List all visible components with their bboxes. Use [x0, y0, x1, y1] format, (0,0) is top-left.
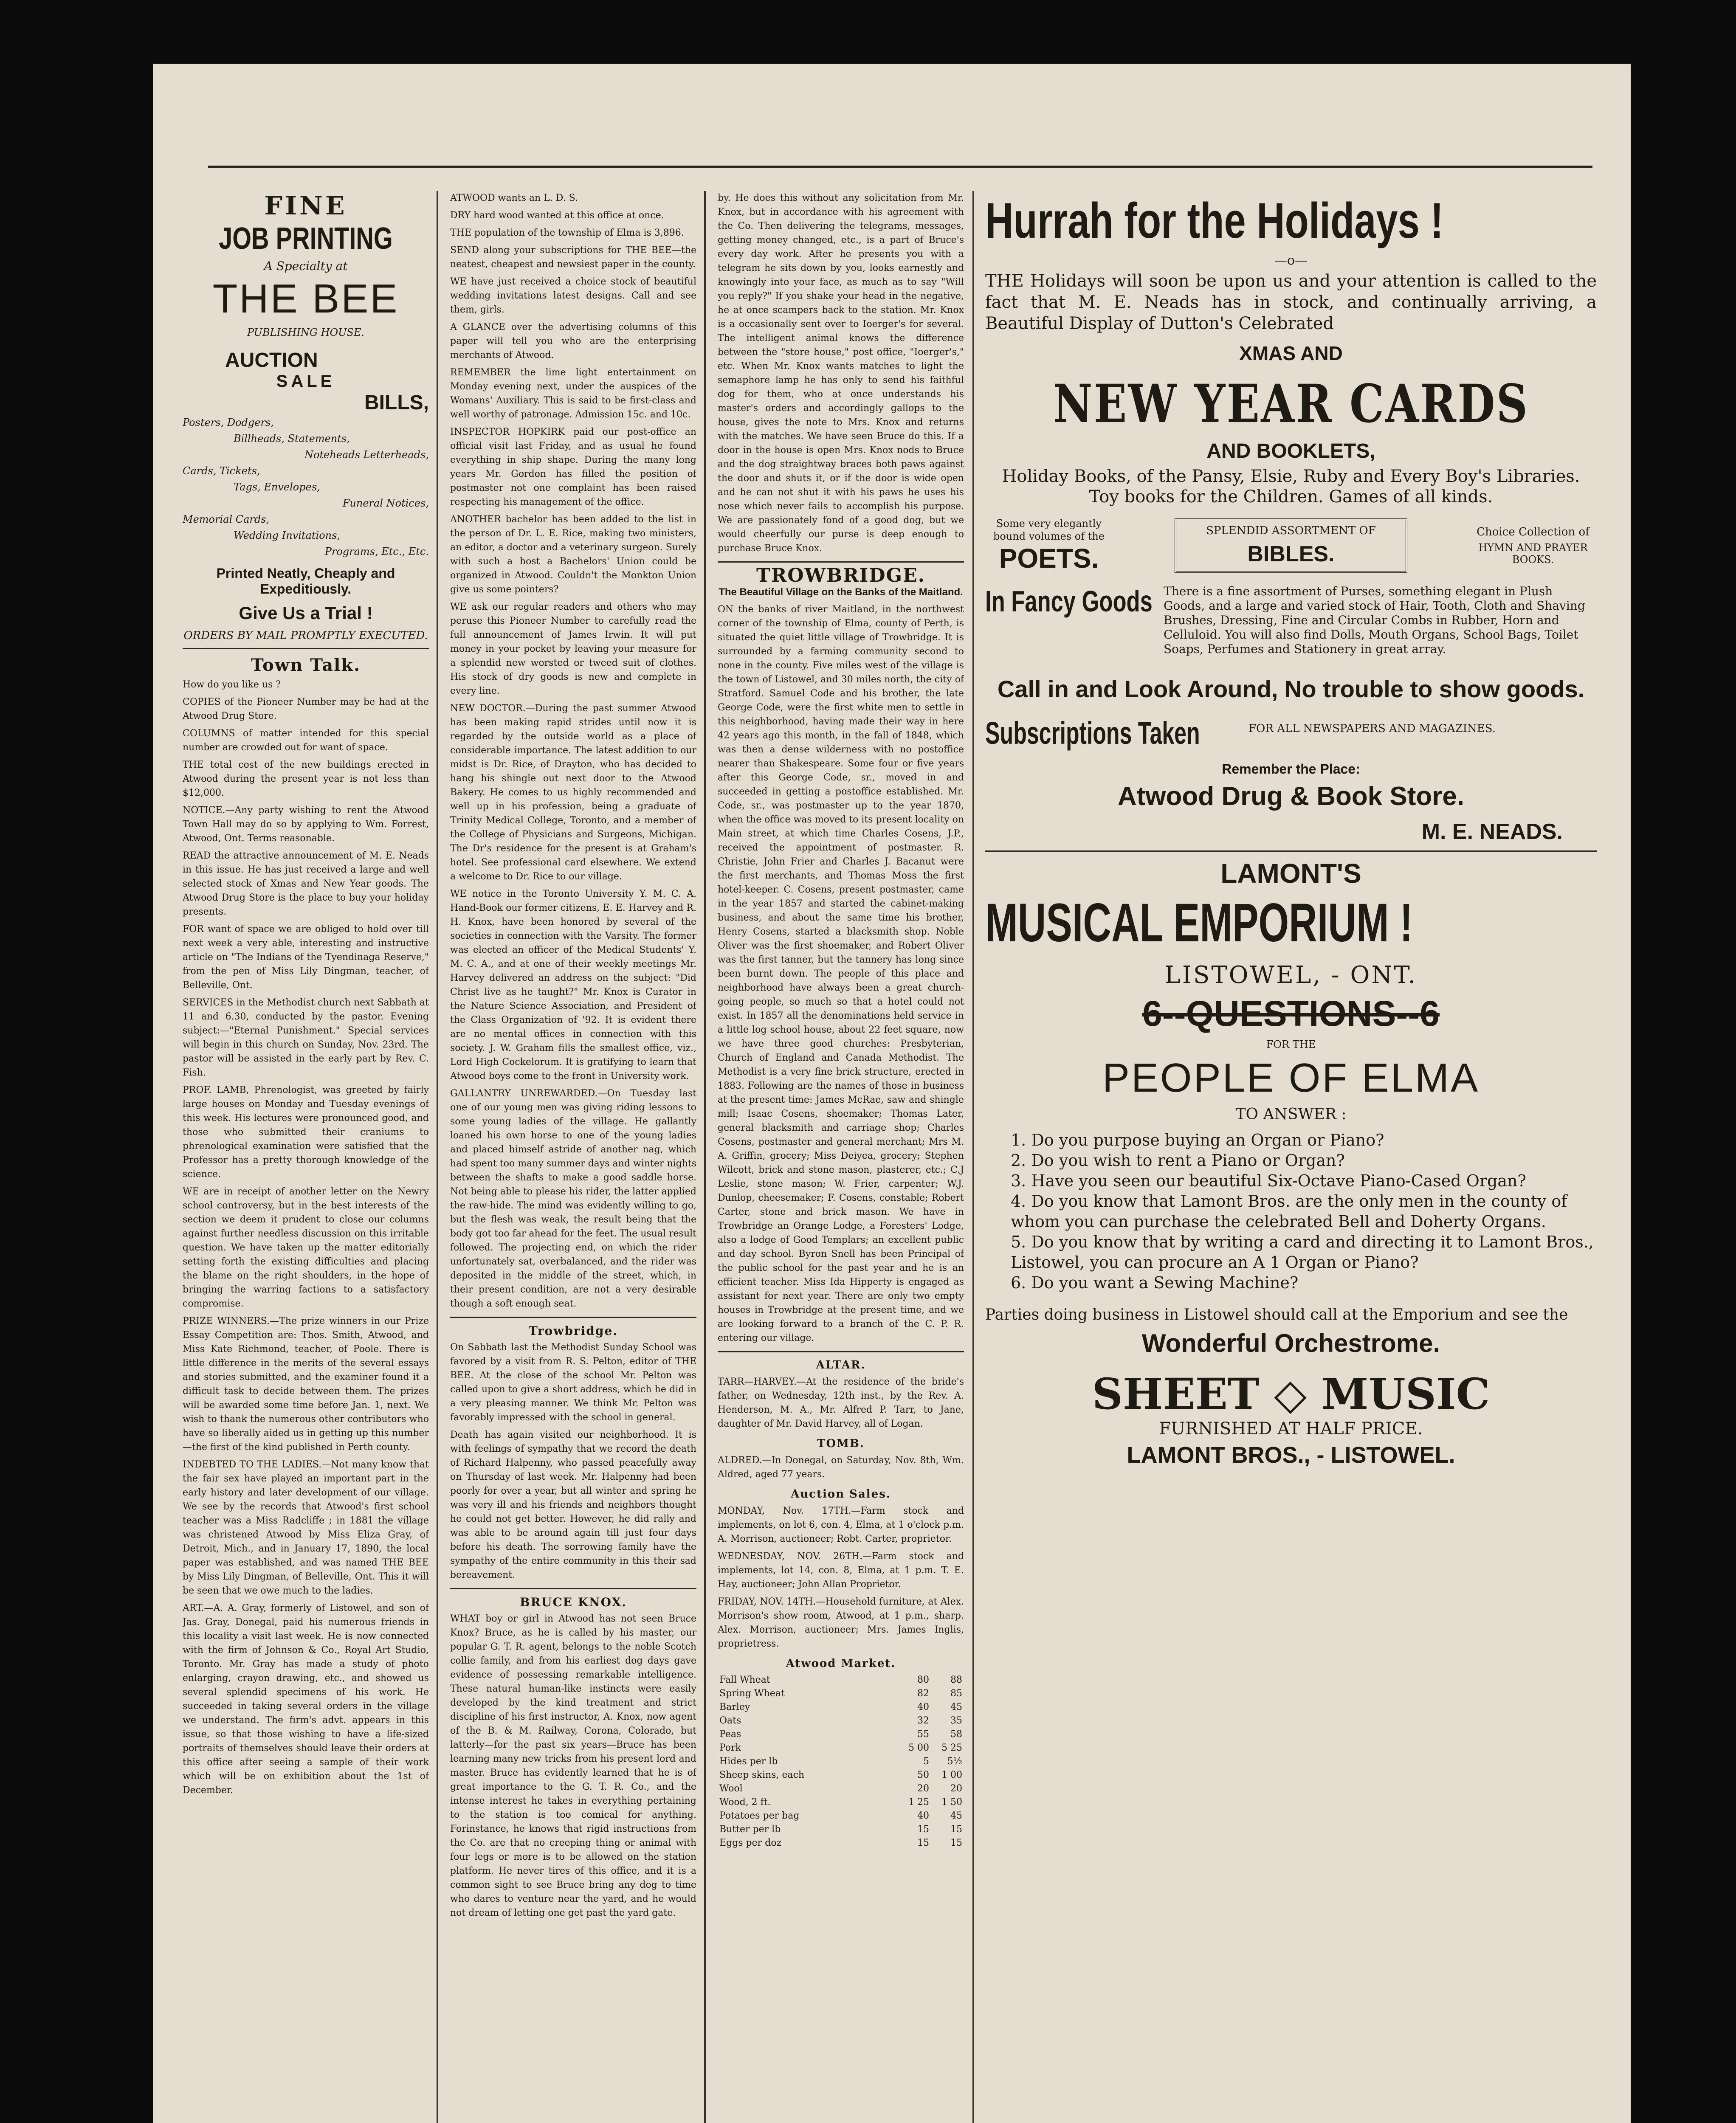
- news-item: Death has again visited our neighborhood. It is with feelings of sympathy that we record the death of Richard Halpenny, who passed peacefully away on Thursday of last week. Mr. Halpenny had been poorly for over a year, but all winter and spring he was very ill and his friends and neighbors thought he could not get better. However, he did rally and was able to be around again till just four days before his death. The sorrowing family have the sympathy of the entire community in this their sad bereavement.: [450, 1430, 696, 1580]
- column-4-advertisement: [985, 191, 1597, 2123]
- market-item: Barley: [719, 1702, 750, 1712]
- market-price: 5½: [947, 1756, 962, 1767]
- news-item: DRY hard wood wanted at this office at once.: [450, 210, 664, 221]
- questions-list: [1011, 1130, 1597, 1293]
- news-item: FOR want of space we are obliged to hold over till next week a very able, interesting and instructive article on "The Indians of the Tyendinaga Reserve," from the pen of Miss Lily Dingman, teacher, of Belleville, Ont.: [183, 924, 429, 991]
- news-item: SEND along your subscriptions for THE BEE—the neatest, cheapest and newsiest paper in the county.: [450, 245, 696, 270]
- market-price: 1 00: [941, 1770, 962, 1780]
- news-item: WE notice in the Toronto University Y. M. C. A. Hand-Book our former citizens, E. E. Harvey and R. H. Knox, have been honored by several of the societies in connection with the Varsity. The former was elected an officer of the Medical Students' Y. M. C. A., and at one of their weekly meetings Mr. Harvey delivered an address on the subject: "Did Christ live as he taught?" Mr. Knox is Curator in the Nature Science Association, and President of the Class Organization of '92. It is evident there are no mental offices in connection with this society. J. W. Graham fills the smallest office, viz., Lord High Cockelorum. It is gratifying to learn that Atwood boys come to the front in University work.: [450, 889, 696, 1081]
- news-item: WE are in receipt of another letter on the Newry school controversy, but in the best interests of the section we deem it prudent to close our columns against further needless discussion on this irritable question. We have taken up the matter editorially setting forth the existing difficulties and placing the blame on the right shoulders, in the hope of bringing the warring factions to a satisfactory compromise.: [183, 1186, 429, 1309]
- neads: M. E. NEADS.: [1421, 819, 1563, 844]
- market-item: Wool: [719, 1783, 743, 1794]
- market-item: Hides per lb: [719, 1756, 778, 1767]
- market-row: [718, 1796, 964, 1809]
- market-row: [718, 1836, 964, 1850]
- news-item: ANOTHER bachelor has been added to the list in the person of Dr. L. E. Rice, making two ministers, an editor, a doctor and a veterinary surgeon. Surely with such a host a Bachelors' Union could be organized in Atwood. Couldn't the Monkton Union give us some pointers?: [450, 514, 696, 595]
- sheet-music: SHEET ◇ MUSIC: [1092, 1369, 1490, 1419]
- market-table: [718, 1673, 964, 1850]
- market-item: Peas: [719, 1729, 741, 1740]
- news-item: ON the banks of river Maitland, in the northwest corner of the township of Elma, county of Perth, is situated the quiet little village of Trowbridge. It is surrounded by a farming community second to none in the county. Five miles west of the village is the town of Listowel, and 30 miles north, the city of Stratford. Samuel Code and his brother, the late George Code, were the first white men to settle in this neighborhood, having made their way in here 42 years ago this month, in the fall of 1848, which was then a dense wilderness with no postoffice nearer than Shakespeare. Some four or five years after this George Code, sr., moved in and succeeded in getting a postoffice established. Mr. Code, sr., was postmaster up to the year 1870, when the office was moved to its present locality on Main street, at which time Charles Cosens, J.P., received the appointment of postmaster. R. Christie, John Frier and Charles J. Bacanut were the first merchants, and Thomas Moss the first hotel-keeper. C. Cosens, present postmaster, came in the year 1857 and started the cabinet-making business, and about the same time his brother, Henry Cosens, started a blacksmith shop. Noble Oliver was the first shoemaker, and Robert Oliver was the first tanner, but the tannery has long since been burnt down. The people of this place and neighborhood have always been a great church-going people, so much so that a hotel could not exist. In 1857 all the denominations held service in a little log school house, about 22 feet square, now we have three good churches: Presbyterian, Church of England and Canada Methodist. The Methodist is a very fine brick structure, erected in 1883. Following are the names of those in business at the present time: James McRae, saw and shingle mill; Isaac Cosens, shoemaker; Thomas Later, general blacksmith and carriage shop; Charles Cosens, postmaster and general merchant; Mrs M. A. Griffin, grocery; Miss Deiyea, grocery; Stephen Wilcott, brick and stone mason, plasterer, etc.; C.J Leslie, stone mason; W. Frier, carpenter; W.J. Dunlop, cheesemaker; F. Cosens, constable; Robert Carter, stone and brick mason. We have in Trowbridge an Orange Lodge, a Foresters' Lodge, also a lodge of Good Templars; an excellent public and day school. Byron Snell has been Principal of the public school for the past year and he is an efficient teacher. Miss Ida Hipperty is engaged as assistant for next year. There are only two empty houses in Trowbridge at the present time, and we are looking forward to a branch of the C. P. R. entering our village.: [718, 604, 964, 1343]
- books-row: [985, 517, 1597, 574]
- market-row: [718, 1755, 964, 1768]
- market-price: 40: [917, 1810, 929, 1821]
- ad-line: Programs, Etc., Etc.: [324, 546, 429, 557]
- ad-line: Funeral Notices,: [342, 497, 429, 509]
- news-item: SERVICES in the Methodist church next Sabbath at 11 and 6.30, conducted by the pastor. Evening subject:—"Eternal Punishment." Special services will begin in this church on Sunday, Nov. 23rd. The pastor will be assisted in the early part by Rev. C. Fish.: [183, 997, 429, 1078]
- market-item: Eggs per doz: [719, 1838, 782, 1848]
- question: 3. Have you seen our beautiful Six-Octave Piano-Cased Organ?: [1011, 1171, 1526, 1190]
- xmas-and: XMAS AND: [1239, 342, 1343, 364]
- furnished: FURNISHED AT HALF PRICE.: [1159, 1419, 1423, 1439]
- market-price: 15: [950, 1838, 962, 1848]
- hymn-block: [1469, 526, 1597, 566]
- market-price: 1 50: [941, 1797, 962, 1808]
- market-row: [718, 1782, 964, 1796]
- market-item: Butter per lb: [719, 1824, 781, 1835]
- news-item: COPIES of the Pioneer Number may be had at the Atwood Drug Store.: [183, 697, 429, 721]
- to-answer: TO ANSWER :: [1235, 1106, 1347, 1123]
- news-item: GALLANTRY UNREWARDED.—On Tuesday last one of our young men was giving riding lessons to some young ladies of the village. He gallantly loaned his own horse to one of the young ladies and placed himself astride of another nag, which had spent too many summer days and winter nights between the shafts to make a good saddle horse. Not being able to please his rider, the latter applied the raw-hide. The mind was evidently willing to go, but the flesh was weak, the result being that the body got too far ahead for the feet. The usual result followed. The projecting end, on which the rider unfortunately sat, overbalanced, and the rider was deposited in the middle of the street, which, in their present condition, are not a very desirable though a soft enough seat.: [450, 1088, 696, 1309]
- market-price: 80: [917, 1675, 929, 1685]
- market-row: [718, 1714, 964, 1728]
- market-item: Spring Wheat: [719, 1688, 785, 1699]
- news-item: by. He does this without any solicitation from Mr. Knox, but in accordance with his agreement with the Co. Then delivering the telegrams, messages, getting money changed, etc., is a part of Bruce's every day work. After he presents you with a telegram he sits down by you, looks earnestly and knowingly into your face, as much as to say "Will you reply?" If you shake your head in the negative, he at once scampers back to the station. Mr. Knox is a occasionally sent over to Ioerger's for several. The intelligent animal knows the difference between the "store house," post office, "Ioerger's," etc. When Mr. Knox wants matches to light the semaphore lamp he has only to send his faithful dog for them, who at once understands his master's orders and accordingly gallops to the house, gives the note to Mrs. Knox and returns with the matches. We have seen Bruce do this. If a door in the house is open Mrs. Knox nods to Bruce and the dog straightway braces both paws against the door and shuts it, or if the door is wide open and he can not shut it with his paws he uses his nose which never fails to accomplish his purpose. We are passionately fond of a good dog, but we would cheerfully our purse is deep enough to purchase Bruce Knox.: [718, 193, 964, 554]
- divider: [718, 561, 964, 563]
- news-item: How do you like us ?: [183, 679, 281, 690]
- poets-pre: Some very elegantly bound volumes of the: [993, 518, 1105, 542]
- hymn: HYMN AND PRAYER BOOKS.: [1478, 542, 1588, 566]
- news-item: INSPECTOR HOPKIRK paid our post-office an official visit last Friday, and as usual he found everything in ship shape. During the many long years Mr. Gordon has filled the position of postmaster not one complaint has been raised respecting his management of the office.: [450, 427, 696, 507]
- masthead-rule: [208, 166, 1592, 168]
- subscriptions-row: [985, 715, 1597, 751]
- trowbridge-heading: TROWBRIDGE.: [756, 565, 925, 586]
- column-3: [718, 191, 964, 2123]
- fancy-goods: In Fancy Goods: [985, 585, 1153, 618]
- market-row: [718, 1741, 964, 1755]
- market-price: 85: [950, 1688, 962, 1699]
- and-booklets: AND BOOKLETS,: [1206, 440, 1375, 462]
- fancy-goods-row: [985, 584, 1597, 656]
- news-item: COLUMNS of matter intended for this special number are crowded out for want of space.: [183, 728, 429, 753]
- auction-sales-heading: Auction Sales.: [791, 1488, 891, 1501]
- market-heading: Atwood Market.: [786, 1657, 896, 1670]
- column-rule: [437, 191, 438, 2123]
- bruce-knox-heading: BRUCE KNOX.: [519, 1595, 627, 1609]
- market-item: Sheep skins, each: [719, 1770, 805, 1780]
- news-item: ART.—A. A. Gray, formerly of Listowel, and son of Jas. Gray, Donegal, paid his numerous friends in this locality a visit last week. He is now connected with the firm of Johnson & Co., Royal Art Studio, Toronto. Mr. Gray has made a study of photo enlarging, crayon drawing, etc., and showed us several splendid specimens of his work. He succeeded in taking several orders in the village we understand. The firm's advt. appears in this issue, so that those wishing to have a life-sized portraits of themselves should leave their orders at this office after seeing a sample of their work which will be on exhibition about the 1st of December.: [183, 1603, 429, 1796]
- ad-fine: FINE: [264, 191, 347, 221]
- market-price: 40: [917, 1702, 929, 1712]
- question: 1. Do you purpose buying an Organ or Piano?: [1011, 1131, 1384, 1149]
- bibles-box: [1175, 518, 1407, 573]
- market-price: 55: [917, 1729, 929, 1740]
- tomb-heading: TOMB.: [817, 1437, 865, 1450]
- news-item: MONDAY, Nov. 17TH.—Farm stock and implements, on lot 6, con. 4, Elma, at 1 o'clock p.m. A. Morrison, auctioneer; Robt. Carter, proprietor.: [718, 1506, 964, 1544]
- market-price: 88: [950, 1675, 962, 1685]
- altar-heading: ALTAR.: [816, 1359, 866, 1371]
- holidays-intro: THE Holidays will soon be upon us and your attention is called to the fact that M. E. Neads has in stock, and continually arriving, a Beautiful Display of Dutton's Celebrated: [985, 271, 1597, 333]
- lamont-bros: LAMONT BROS., - LISTOWEL.: [1127, 1442, 1455, 1468]
- question: 2. Do you wish to rent a Piano or Organ?: [1011, 1151, 1345, 1170]
- news-item: ATWOOD wants an L. D. S.: [450, 193, 578, 203]
- ad-auction: AUCTION: [225, 349, 318, 372]
- market-price: 5 25: [941, 1743, 962, 1753]
- divider: [718, 1351, 964, 1352]
- news-item: WE ask our regular readers and others who may peruse this Pioneer Number to carefully read the full announcement of James Irwin. It will put money in your pocket by leaving your measure for a splendid new worsted or tweed suit of clothes. His stock of dry goods is new and complete in every line.: [450, 602, 696, 696]
- column-1: [183, 191, 429, 2123]
- market-item: Potatoes per bag: [719, 1810, 800, 1821]
- market-row: [718, 1768, 964, 1782]
- column-2: [450, 191, 696, 2123]
- ad-line: Noteheads Letterheads,: [304, 449, 429, 461]
- divider: [450, 1317, 696, 1318]
- market-price: 1 25: [908, 1797, 929, 1808]
- market-item: Oats: [719, 1715, 741, 1726]
- ad-line: Billheads, Statements,: [234, 433, 350, 445]
- divider: [450, 1588, 696, 1589]
- market-row: [718, 1823, 964, 1836]
- ad-job-printing: JOB PRINTING: [219, 222, 393, 256]
- market-row: [718, 1687, 964, 1701]
- ad-line: Posters, Dodgers,: [183, 417, 274, 428]
- job-printing-ad: [183, 191, 429, 642]
- poets-block: [985, 517, 1113, 574]
- divider: [985, 850, 1597, 852]
- hurrah-headline: Hurrah for the Holidays !: [985, 193, 1444, 249]
- ad-line: Memorial Cards,: [183, 513, 270, 525]
- orchestrome: Wonderful Orchestrome.: [1141, 1329, 1440, 1357]
- remember: Remember the Place:: [1222, 761, 1360, 777]
- ad-trial: Give Us a Trial !: [239, 603, 373, 623]
- holiday-books: Holiday Books, of the Pansy, Elsie, Ruby and Every Boy's Libraries. Toy books for the Children. Games of all kinds.: [1002, 467, 1580, 507]
- market-row: [718, 1673, 964, 1687]
- ad-publishing: PUBLISHING HOUSE.: [247, 327, 365, 338]
- market-price: 20: [950, 1783, 962, 1794]
- newspaper-page: [153, 64, 1631, 2123]
- store-name: Atwood Drug & Book Store.: [1117, 782, 1465, 811]
- market-price: 45: [950, 1810, 962, 1821]
- subscriptions: Subscriptions Taken: [985, 715, 1200, 751]
- market-price: 15: [950, 1824, 962, 1835]
- column-rule: [704, 191, 706, 2123]
- ad-the-bee: THE BEE: [212, 276, 399, 321]
- market-row: [718, 1728, 964, 1741]
- listowel: LISTOWEL, - ONT.: [1164, 961, 1418, 989]
- news-item: PROF. LAMB, Phrenologist, was greeted by fairly large houses on Monday and Tuesday evenings of this week. His lectures were pronounced good, and those who submitted their craniums to phrenological examination were satisfied that the Professor has a pretty thorough knowledge of the science.: [183, 1085, 429, 1180]
- people-of-elma: PEOPLE OF ELMA: [1102, 1055, 1480, 1101]
- question: 6. Do you want a Sewing Machine?: [1011, 1273, 1299, 1292]
- market-price: 15: [917, 1838, 929, 1848]
- market-price: 58: [950, 1729, 962, 1740]
- market-price: 5 00: [908, 1743, 929, 1753]
- market-item: Pork: [719, 1743, 741, 1753]
- question: 4. Do you know that Lamont Bros. are the only men in the county of whom you can purchase the celebrated Bell and Doherty Organs.: [1011, 1192, 1567, 1231]
- ad-line: Cards, Tickets,: [183, 465, 260, 477]
- ad-mail: ORDERS BY MAIL PROMPTLY EXECUTED.: [183, 629, 428, 642]
- market-row: [718, 1701, 964, 1714]
- for-the: FOR THE: [1266, 1039, 1316, 1050]
- news-item: WEDNESDAY, NOV. 26TH.—Farm stock and implements, lot 14, con. 8, Elma, at 1 p.m. T. E. Hay, auctioneer; John Allan Proprietor.: [718, 1551, 964, 1590]
- subscriptions-small: FOR ALL NEWSPAPERS AND MAGAZINES.: [1248, 722, 1496, 735]
- news-item: NEW DOCTOR.—During the past summer Atwood has been making rapid strides until now it is regarded by the outside world as a place of considerable importance. The latest addition to our midst is Dr. Rice, of Drayton, who has decided to hang his shingle out next door to the Atwood Bakery. He comes to us highly recommended and well up in his profession, being a graduate of Trinity Medical College, Toronto, and a member of the College of Physicians and Surgeons, Michigan. The Dr's residence for the present is at Graham's hotel. See professional card elsewhere. We extend a welcome to Dr. Rice to our village.: [450, 703, 696, 882]
- bibles: BIBLES.: [1247, 542, 1335, 566]
- market-item: Wood, 2 ft.: [719, 1797, 771, 1808]
- market-price: 35: [950, 1715, 962, 1726]
- ad-printed: Printed Neatly, Cheaply and Expeditiously.: [216, 566, 395, 597]
- ad-line: Tags, Envelopes,: [234, 481, 320, 493]
- news-item: THE population of the township of Elma is 3,896.: [450, 228, 684, 238]
- news-item: REMEMBER the lime light entertainment on Monday evening next, under the auspices of the Womans' Auxiliary. This is said to be first-class and well worthy of patronage. Admission 15c. and 10c.: [450, 367, 696, 420]
- question: 5. Do you know that by writing a card and directing it to Lamont Bros., Listowel, you can procure an A 1 Organ or Piano?: [1011, 1233, 1594, 1272]
- new-year-cards: NEW YEAR CARDS: [1053, 373, 1529, 435]
- divider: [183, 648, 429, 649]
- news-item: On Sabbath last the Methodist Sunday School was favored by a visit from R. S. Pelton, editor of THE BEE. At the close of the school Mr. Pelton was called upon to give a short address, which he did in a very pleasing manner. We think Mr. Pelton was favorably impressed with the school in general.: [450, 1342, 696, 1423]
- market-row: [718, 1809, 964, 1823]
- news-item: ALDRED.—In Donegal, on Saturday, Nov. 8th, Wm. Aldred, aged 77 years.: [718, 1455, 964, 1480]
- news-item: READ the attractive announcement of M. E. Neads in this issue. He has just received a large and well selected stock of Xmas and New Year goods. The Atwood Drug Store is the place to buy your holiday presents.: [183, 850, 429, 917]
- bibles-pre: SPLENDID ASSORTMENT OF: [1206, 524, 1376, 537]
- poets: POETS.: [999, 543, 1099, 574]
- hymn-pre: Choice Collection of: [1477, 526, 1589, 538]
- news-item: PRIZE WINNERS.—The prize winners in our Prize Essay Competition are: Thos. Smith, Atwood, and Miss Kate Richmond, teacher, of Poole. There is little difference in the merits of the several essays and stories submitted, and the examiner found it a difficult task to decide between them. The prizes will be awarded some time before Jan. 1, next. We wish to thank the numerous other contributors who have so liberally aided us in getting up this number—the first of the kind published in Perth county.: [183, 1316, 429, 1453]
- ad-bills: BILLS,: [364, 391, 429, 414]
- news-item: THE total cost of the new buildings erected in Atwood during the present year is not less than $12,000.: [183, 760, 429, 798]
- news-item: NOTICE.—Any party wishing to rent the Atwood Town Hall may do so by applying to Wm. Forrest, Atwood, Ont. Terms reasonable.: [183, 805, 429, 844]
- news-item: WE have just received a choice stock of beautiful wedding invitations latest designs. Call and see them, girls.: [450, 276, 696, 315]
- market-price: 45: [950, 1702, 962, 1712]
- town-talk-body: [183, 678, 429, 1797]
- market-price: 82: [917, 1688, 929, 1699]
- musical-emporium: MUSICAL EMPORIUM !: [985, 893, 1413, 953]
- call-in: Call in and Look Around, No trouble to show goods.: [997, 676, 1585, 702]
- news-item: A GLANCE over the advertising columns of this paper will tell you who are the enterprising merchants of Atwood.: [450, 322, 696, 360]
- town-talk-heading: Town Talk.: [251, 655, 361, 675]
- parties: Parties doing business in Listowel should call at the Emporium and see the: [985, 1306, 1568, 1323]
- trowbridge-subheading: The Beautiful Village on the Banks of the Maitland.: [719, 586, 963, 598]
- market-price: 15: [917, 1824, 929, 1835]
- fancy-goods-text: There is a fine assortment of Purses, something elegant in Plush Goods, and a large and varied stock of Hair, Tooth, Cloth and Shaving Brushes, Dressing, Fine and Circular Combs in Rubber, Horn and Celluloid. You will also find Dolls, Mouth Organs, School Bags, Toilet Soaps, Perfumes and Stationery in great array.: [1164, 584, 1585, 656]
- market-price: 32: [917, 1715, 929, 1726]
- news-item: FRIDAY, NOV. 14TH.—Household furniture, at Alex. Morrison's show room, Atwood, at 1 p.m., sharp. Alex. Morrison, auctioneer; Mrs. James Inglis, proprietress.: [718, 1596, 964, 1649]
- market-item: Fall Wheat: [719, 1675, 770, 1685]
- news-item: TARR—HARVEY.—At the residence of the bride's father, on Wednesday, 12th inst., by the Rev. A. Henderson, M. A., Mr. Alfred P. Tarr, to Jane, daughter of Mr. David Harvey, all of Logan.: [718, 1377, 964, 1429]
- news-item: INDEBTED TO THE LADIES.—Not many know that the fair sex have played an important part in the early history and later development of our village. We see by the records that Atwood's first school teacher was a Miss Radcliffe ; in 1881 the village was christened Atwood by Miss Eliza Gray, of Detroit, Mich., and in January 17, 1890, the local paper was established, and was named THE BEE by Miss Lily Dingman, of Belleville, Ont. This it will be seen that we owe much to the ladies.: [183, 1459, 429, 1596]
- market-price: 50: [917, 1770, 929, 1780]
- ornament: —o—: [1274, 253, 1308, 268]
- ad-specialty: A Specialty at: [264, 259, 348, 273]
- trowbridge-news-heading: Trowbridge.: [528, 1324, 618, 1338]
- ad-line: Wedding Invitations,: [234, 529, 341, 541]
- six-questions: 6--QUESTIONS--6: [1142, 994, 1440, 1033]
- market-price: 20: [917, 1783, 929, 1794]
- column-rule: [972, 191, 974, 2123]
- news-item: WHAT boy or girl in Atwood has not seen Bruce Knox? Bruce, as he is called by his master, our popular G. T. R. agent, belongs to the noble Scotch collie family, and from his earliest dog days gave evidence of possessing remarkable intelligence. These natural human-like instincts were easily developed by the kind treatment and strict discipline of his first instructor, A. Knox, now agent of the B. & M. Railway, Corona, Colorado, but latterly—for the past six years—Bruce has been learning many new tricks from his present lord and master. Bruce has evidently learned that he is of great importance to the G. T. R. Co., and the intense interest he takes in everything pertaining to the station is too comical for anything. Forinstance, he knows that rigid instructions from the Co. are that no creeping thing or animal with four legs or more is to be allowed on the station platform. He never tires of this office, and it is a common sight to see Bruce bring any dog to time who dares to venture near the yard, and he would not dream of letting one get past the yard gate.: [450, 1613, 696, 1918]
- ad-sale: SALE: [276, 372, 335, 391]
- market-price: 5: [923, 1756, 929, 1767]
- lamonts: LAMONT'S: [1220, 858, 1361, 889]
